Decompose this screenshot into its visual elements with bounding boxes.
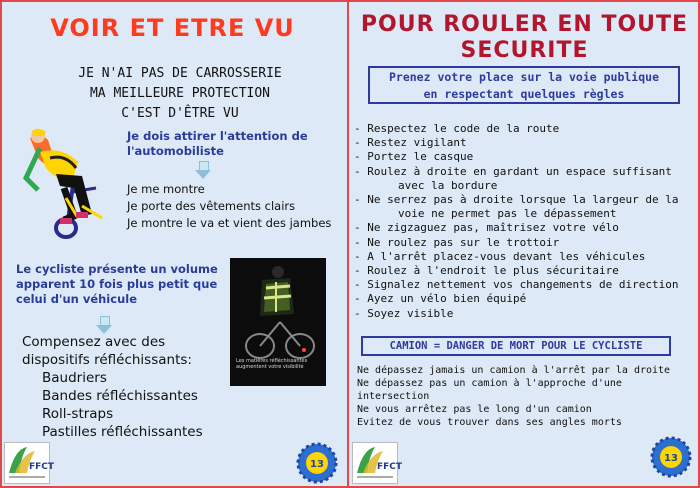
gear-badge-icon	[650, 436, 692, 478]
rule-item: - Restez vigilant	[354, 136, 467, 150]
volume-line: apparent 10 fois plus petit que	[16, 277, 218, 291]
intro-line: JE N'AI PAS DE CARROSSERIE	[78, 66, 282, 81]
rule-item: - Soyez visible	[354, 306, 454, 320]
truck-advice-item: Ne dépassez jamais un camion à l'arrêt par la droite	[357, 365, 671, 376]
right-title	[349, 12, 700, 64]
actions-list	[127, 181, 342, 232]
truck-advice-list	[357, 364, 697, 429]
action-item: Je montre le va et vient des jambes	[127, 216, 332, 230]
ffct-logo-icon	[353, 443, 403, 483]
rule-item: - Portez le casque	[354, 150, 474, 164]
rule-item: - Roulez à droite en gardant un espace suffisant	[354, 164, 672, 178]
rule-item: avec la bordure	[398, 178, 498, 192]
left-title: VOIR ET ETRE VU	[50, 14, 295, 42]
action-item: Je me montre	[127, 182, 205, 196]
device-item: Pastilles réfléchissantes	[42, 424, 203, 440]
attention-text	[127, 129, 337, 159]
compensate-line: dispositifs réfléchissants:	[22, 352, 192, 368]
gear-badge-icon	[296, 442, 338, 484]
truck-advice-item: Evitez de vous trouver dans ses angles morts	[357, 417, 622, 428]
down-arrow-icon	[96, 316, 112, 334]
compensate-block	[22, 333, 203, 441]
rules-intro-box	[368, 66, 680, 104]
rule-item: - Respectez le code de la route	[354, 122, 560, 135]
badge-number: 13	[310, 459, 324, 470]
ffct-logo-text: FFCT	[29, 462, 55, 472]
rule-item: - Ayez un vélo bien équipé	[354, 292, 527, 306]
ffct-logo	[352, 442, 403, 484]
department-badge	[650, 436, 692, 478]
volume-text	[16, 262, 226, 307]
volume-line: celui d'un véhicule	[16, 292, 137, 306]
department-badge	[296, 442, 338, 484]
device-item: Baudriers	[42, 370, 107, 386]
ffct-logo	[4, 442, 55, 484]
rule-item: - A l'arrêt placez-vous devant les véhicules	[354, 249, 646, 263]
truck-advice-item: Ne vous arrêtez pas le long d'un camion	[357, 404, 592, 415]
cyclist-illustration	[16, 128, 124, 240]
rule-item: - Signalez nettement vos changements de direction	[354, 278, 679, 292]
down-arrow-icon	[195, 161, 211, 179]
rules-intro-line: en respectant quelques règles	[423, 87, 625, 101]
rules-list	[354, 122, 694, 321]
truck-danger-box: CAMION = DANGER DE MORT POUR LE CYCLISTE	[361, 336, 671, 356]
photo-caption: Les matières réfléchissantes augmentent votre visibilité	[236, 358, 308, 370]
right-title-line: SECURITE	[460, 38, 589, 63]
rule-item: - Ne roulez pas sur le trottoir	[354, 235, 560, 249]
rule-item: - Ne zigzaguez pas, maîtrisez votre vélo	[354, 221, 619, 235]
rules-intro-line: Prenez votre place sur la voie publique	[388, 70, 660, 84]
badge-number: 13	[664, 453, 678, 464]
rule-item: - Ne serrez pas à droite lorsque la largeur de la	[354, 193, 679, 207]
intro-line: C'EST D'ÊTRE VU	[121, 106, 239, 121]
intro-line: MA MEILLEURE PROTECTION	[89, 86, 270, 101]
intro-block	[20, 64, 340, 124]
ffct-logo-icon	[5, 443, 55, 483]
truck-advice-item: Ne dépassez pas un camion à l'approche d'une intersection	[357, 378, 622, 402]
attention-line: Je dois attirer l'attention de	[127, 129, 308, 143]
rule-item: - Roulez à l'endroit le plus sécuritaire	[354, 264, 619, 278]
volume-line: Le cycliste présente un volume	[16, 262, 218, 276]
compensate-line: Compensez avec des	[22, 334, 166, 350]
rule-item: voie ne permet pas le dépassement	[398, 207, 617, 221]
reflective-photo	[230, 258, 326, 386]
device-item: Roll-straps	[42, 406, 114, 422]
action-item: Je porte des vêtements clairs	[127, 199, 296, 213]
attention-line: l'automobiliste	[127, 144, 224, 158]
ffct-logo-text: FFCT	[377, 462, 403, 472]
right-title-line: POUR ROULER EN TOUTE	[360, 12, 689, 37]
device-item: Bandes réfléchissantes	[42, 388, 198, 404]
